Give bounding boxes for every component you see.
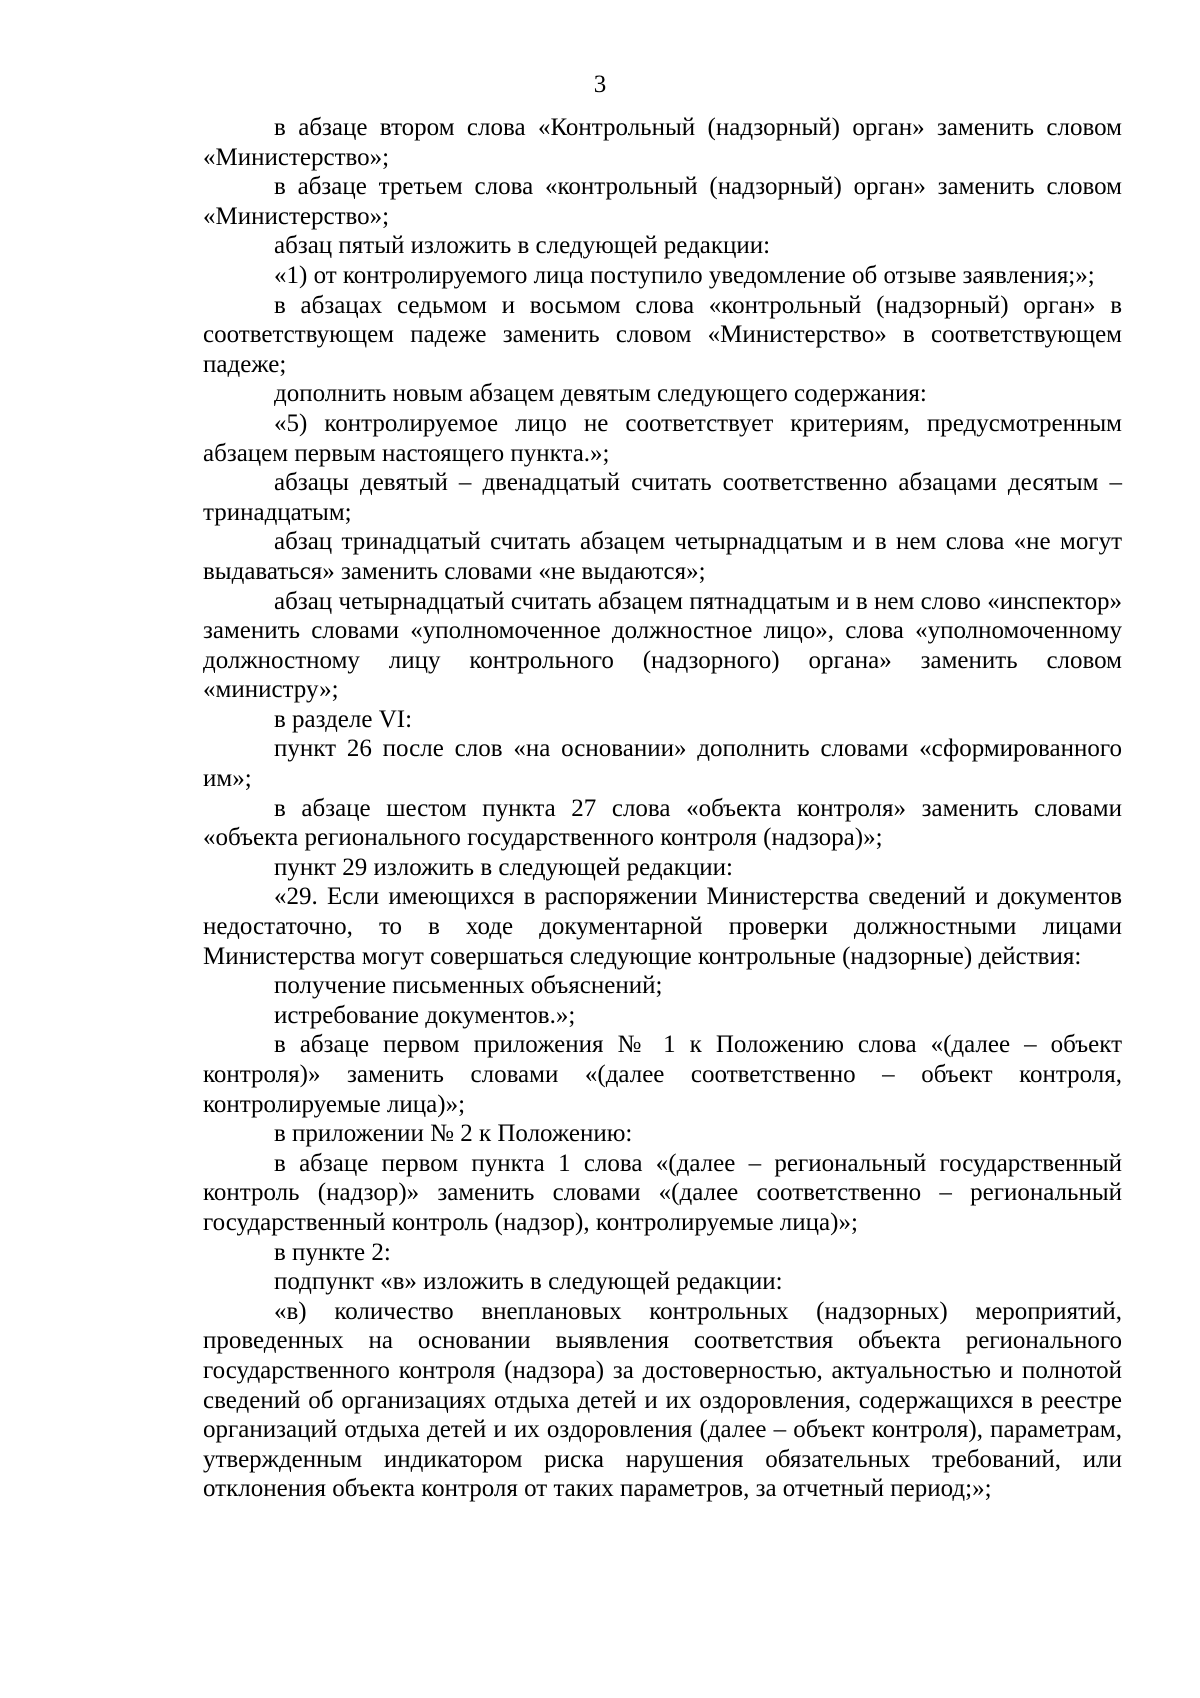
paragraph: в абзаце первом приложения № 1 к Положению слова «(далее – объект контроля)» заменить словами «(далее соответственно – объект контроля, контролируемые лица)»; bbox=[203, 1031, 1122, 1118]
document-body bbox=[203, 113, 1122, 1504]
paragraph: пункт 26 после слов «на основании» дополнить словами «сформированного им»; bbox=[203, 735, 1122, 793]
paragraph: «в) количество внеплановых контрольных (надзорных) мероприятий, проведенных на основании выявления соответствия объекта регионального государственного контроля (надзора) за достоверностью, актуальностью и полнотой сведений об организациях отдыха детей и их оздоровления, содержащихся в реестре организаций отдыха детей и их оздоровления (далее – объект контроля), параметрам, утвержденным индикатором риска нарушения обязательных требований, или отклонения объекта контроля от таких параметров, за отчетный период;»; bbox=[203, 1297, 1122, 1503]
paragraph: в абзаце шестом пункта 27 слова «объекта контроля» заменить словами «объекта регионального государственного контроля (надзора)»; bbox=[203, 794, 1122, 852]
paragraph: в абзацах седьмом и восьмом слова «контрольный (надзорный) орган» в соответствующем падеже заменить словом «Министерство» в соответствующем падеже; bbox=[203, 291, 1122, 378]
paragraph: в разделе VI: bbox=[274, 705, 413, 733]
paragraph: абзац пятый изложить в следующей редакции: bbox=[274, 232, 771, 260]
paragraph: пункт 29 изложить в следующей редакции: bbox=[274, 853, 733, 881]
paragraph: в пункте 2: bbox=[274, 1238, 391, 1266]
paragraph: «5) контролируемое лицо не соответствует критериям, предусмотренным абзацем первым настоящего пункта.»; bbox=[203, 409, 1122, 467]
paragraph: абзац четырнадцатый считать абзацем пятнадцатым и в нем слово «инспектор» заменить словами «уполномоченное должностное лицо», слова «уполномоченному должностному лицу контрольного (надзорного) органа» заменить словом «министру»; bbox=[203, 587, 1122, 704]
paragraph: в абзаце третьем слова «контрольный (надзорный) орган» заменить словом «Министерство»; bbox=[203, 173, 1122, 230]
paragraph: в приложении № 2 к Положению: bbox=[274, 1120, 633, 1148]
paragraph: «29. Если имеющихся в распоряжении Министерства сведений и документов недостаточно, то в ходе документарной проверки должностными лицами Министерства могут совершаться следующие контрольные (надзорные) действия: bbox=[203, 883, 1122, 970]
paragraph: «1) от контролируемого лица поступило уведомление об отзыве заявления;»; bbox=[274, 261, 1095, 289]
paragraph: в абзаце втором слова «Контрольный (надзорный) орган» заменить словом «Министерство»; bbox=[203, 114, 1122, 171]
paragraph: истребование документов.»; bbox=[274, 1001, 576, 1029]
paragraph: абзацы девятый – двенадцатый считать соответственно абзацами десятым – тринадцатым; bbox=[203, 469, 1122, 526]
paragraph: получение письменных объяснений; bbox=[274, 972, 663, 1000]
paragraph: подпункт «в» изложить в следующей редакции: bbox=[274, 1268, 783, 1296]
paragraph: абзац тринадцатый считать абзацем четырнадцатым и в нем слова «не могут выдаваться» заменить словами «не выдаются»; bbox=[203, 528, 1122, 585]
paragraph: дополнить новым абзацем девятым следующего содержания: bbox=[274, 380, 927, 408]
paragraph: в абзаце первом пункта 1 слова «(далее – региональный государственный контроль (надзор)» заменить словами «(далее соответственно – региональный государственный контроль (надзор), контролируемые лица)»; bbox=[203, 1149, 1122, 1236]
page-number: 3 bbox=[593, 71, 607, 98]
